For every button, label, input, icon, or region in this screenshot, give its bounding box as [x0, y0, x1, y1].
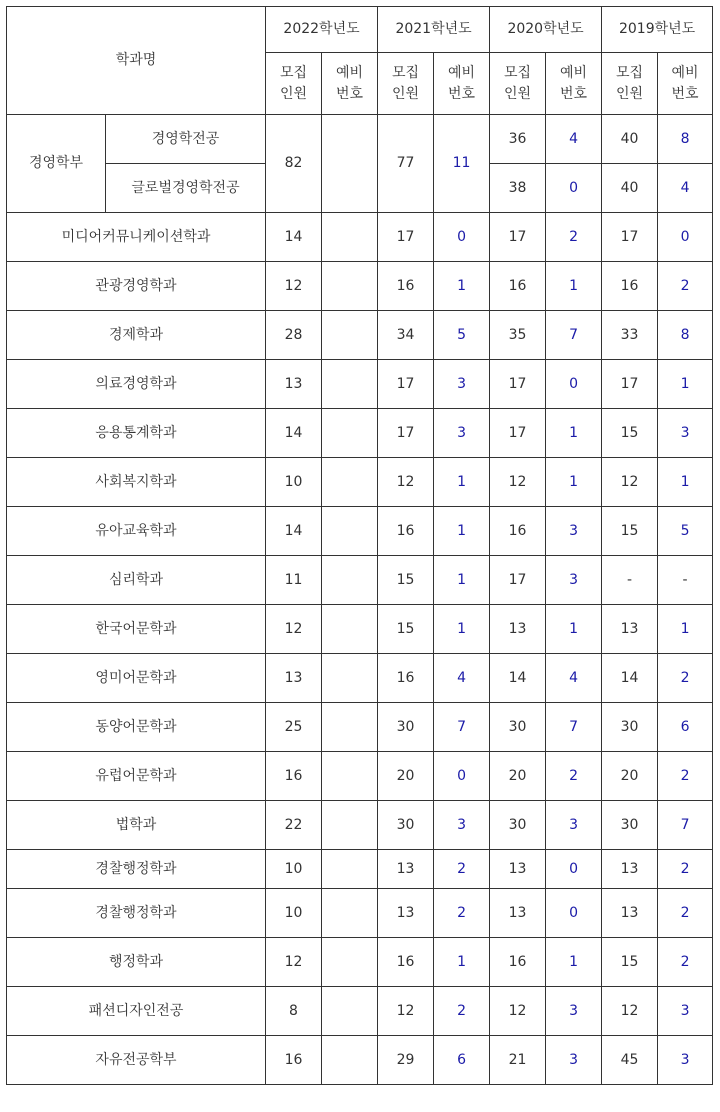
- reserve-2020: 0: [546, 889, 602, 938]
- reserve-2019: 8: [658, 311, 713, 360]
- reserve-2019: 1: [658, 458, 713, 507]
- reserve-2021: 7: [434, 703, 490, 752]
- table-row: [7, 311, 713, 360]
- header-recruit: 모집 인원: [490, 53, 546, 115]
- recruit-2019: 15: [602, 938, 658, 987]
- reserve-2020: 1: [546, 262, 602, 311]
- recruit-2020: 30: [490, 801, 546, 850]
- recruit-2022: 12: [266, 262, 322, 311]
- recruit-2022: 16: [266, 1036, 322, 1085]
- table-row: [7, 556, 713, 605]
- reserve-2021: 2: [434, 889, 490, 938]
- major-name: 글로벌경영학전공: [106, 164, 266, 213]
- reserve-2021: 3: [434, 801, 490, 850]
- table-row: [7, 409, 713, 458]
- reserve-2019: 2: [658, 262, 713, 311]
- header-year: 2019학년도: [602, 7, 713, 53]
- recruit-2022: 14: [266, 213, 322, 262]
- table-row: [7, 360, 713, 409]
- reserve-2021: 2: [434, 850, 490, 889]
- reserve-2019: 2: [658, 850, 713, 889]
- recruit-2020: 38: [490, 164, 546, 213]
- recruit-2021: 12: [378, 458, 434, 507]
- recruit-2022: 25: [266, 703, 322, 752]
- reserve-2020: 1: [546, 409, 602, 458]
- header-row-years: [7, 7, 713, 53]
- dept-name: 사회복지학과: [7, 458, 266, 507]
- recruit-2019: 17: [602, 360, 658, 409]
- reserve-2022: [322, 850, 378, 889]
- reserve-2022: [322, 654, 378, 703]
- reserve-2019: 2: [658, 938, 713, 987]
- recruit-2022: 14: [266, 409, 322, 458]
- reserve-2022: [322, 311, 378, 360]
- reserve-2020: 3: [546, 801, 602, 850]
- dept-name: 유럽어문학과: [7, 752, 266, 801]
- reserve-2020: 1: [546, 605, 602, 654]
- recruit-2021: 17: [378, 360, 434, 409]
- dept-name: 경찰행정학과: [7, 889, 266, 938]
- reserve-2021: 1: [434, 938, 490, 987]
- recruit-2022: 12: [266, 938, 322, 987]
- reserve-2020: 0: [546, 164, 602, 213]
- recruit-2020: 13: [490, 605, 546, 654]
- recruit-2019: 13: [602, 850, 658, 889]
- reserve-2021: 11: [434, 115, 490, 213]
- table-row: [7, 458, 713, 507]
- recruit-2020: 13: [490, 889, 546, 938]
- header-reserve: 예비 번호: [434, 53, 490, 115]
- dept-name: 응용통계학과: [7, 409, 266, 458]
- recruit-2021: 15: [378, 556, 434, 605]
- recruit-2022: 13: [266, 360, 322, 409]
- dept-name: 유아교육학과: [7, 507, 266, 556]
- reserve-2021: 5: [434, 311, 490, 360]
- recruit-2021: 16: [378, 938, 434, 987]
- recruit-2019: 30: [602, 703, 658, 752]
- header-dept: 학과명: [7, 7, 266, 115]
- recruit-2021: 17: [378, 409, 434, 458]
- recruit-2022: 14: [266, 507, 322, 556]
- reserve-2021: 1: [434, 458, 490, 507]
- recruit-2019: 15: [602, 409, 658, 458]
- reserve-2019: 5: [658, 507, 713, 556]
- dept-name: 의료경영학과: [7, 360, 266, 409]
- recruit-2022: 13: [266, 654, 322, 703]
- table-row: [7, 703, 713, 752]
- reserve-2022: [322, 213, 378, 262]
- recruit-2020: 20: [490, 752, 546, 801]
- recruit-2021: 77: [378, 115, 434, 213]
- recruit-2019: 12: [602, 458, 658, 507]
- recruit-2020: 13: [490, 850, 546, 889]
- recruit-2022: 82: [266, 115, 322, 213]
- recruit-2020: 14: [490, 654, 546, 703]
- reserve-2019: 3: [658, 1036, 713, 1085]
- recruit-2020: 17: [490, 213, 546, 262]
- recruit-2022: 22: [266, 801, 322, 850]
- admissions-table: [6, 6, 713, 1085]
- reserve-2021: 4: [434, 654, 490, 703]
- recruit-2020: 16: [490, 938, 546, 987]
- reserve-2021: 1: [434, 556, 490, 605]
- reserve-2021: 3: [434, 409, 490, 458]
- recruit-2021: 30: [378, 703, 434, 752]
- school-name: 경영학부: [7, 115, 106, 213]
- header-reserve: 예비 번호: [658, 53, 713, 115]
- recruit-2019: 16: [602, 262, 658, 311]
- reserve-2022: [322, 409, 378, 458]
- recruit-2020: 17: [490, 360, 546, 409]
- reserve-2022: [322, 987, 378, 1036]
- table-row: [7, 115, 713, 164]
- recruit-2019: 40: [602, 164, 658, 213]
- dept-name: 한국어문학과: [7, 605, 266, 654]
- reserve-2021: 1: [434, 262, 490, 311]
- header-year: 2021학년도: [378, 7, 490, 53]
- recruit-2020: 35: [490, 311, 546, 360]
- reserve-2020: 0: [546, 360, 602, 409]
- reserve-2020: 3: [546, 1036, 602, 1085]
- recruit-2019: 45: [602, 1036, 658, 1085]
- recruit-2022: 10: [266, 889, 322, 938]
- reserve-2022: [322, 605, 378, 654]
- reserve-2020: 3: [546, 507, 602, 556]
- recruit-2022: 10: [266, 850, 322, 889]
- reserve-2022: [322, 360, 378, 409]
- recruit-2019: -: [602, 556, 658, 605]
- recruit-2021: 29: [378, 1036, 434, 1085]
- recruit-2022: 10: [266, 458, 322, 507]
- recruit-2021: 30: [378, 801, 434, 850]
- recruit-2019: 20: [602, 752, 658, 801]
- reserve-2019: 4: [658, 164, 713, 213]
- reserve-2022: [322, 507, 378, 556]
- reserve-2021: 3: [434, 360, 490, 409]
- header-reserve: 예비 번호: [322, 53, 378, 115]
- table-row: [7, 752, 713, 801]
- reserve-2020: 3: [546, 556, 602, 605]
- reserve-2020: 4: [546, 654, 602, 703]
- recruit-2021: 16: [378, 262, 434, 311]
- reserve-2020: 7: [546, 703, 602, 752]
- reserve-2019: 3: [658, 409, 713, 458]
- table-row: [7, 654, 713, 703]
- table-row: [7, 605, 713, 654]
- recruit-2021: 16: [378, 507, 434, 556]
- recruit-2020: 36: [490, 115, 546, 164]
- recruit-2022: 8: [266, 987, 322, 1036]
- recruit-2019: 13: [602, 605, 658, 654]
- recruit-2019: 40: [602, 115, 658, 164]
- reserve-2021: 2: [434, 987, 490, 1036]
- table-row: [7, 987, 713, 1036]
- recruit-2019: 30: [602, 801, 658, 850]
- table-row: [7, 938, 713, 987]
- reserve-2019: 8: [658, 115, 713, 164]
- dept-name: 패션디자인전공: [7, 987, 266, 1036]
- table-row: [7, 801, 713, 850]
- table-row: [7, 889, 713, 938]
- recruit-2021: 13: [378, 889, 434, 938]
- reserve-2022: [322, 752, 378, 801]
- reserve-2019: 6: [658, 703, 713, 752]
- dept-name: 심리학과: [7, 556, 266, 605]
- table-row: [7, 507, 713, 556]
- reserve-2019: 3: [658, 987, 713, 1036]
- reserve-2021: 1: [434, 507, 490, 556]
- recruit-2019: 12: [602, 987, 658, 1036]
- reserve-2022: [322, 556, 378, 605]
- dept-name: 경제학과: [7, 311, 266, 360]
- header-year: 2020학년도: [490, 7, 602, 53]
- dept-name: 자유전공학부: [7, 1036, 266, 1085]
- recruit-2020: 30: [490, 703, 546, 752]
- reserve-2022: [322, 1036, 378, 1085]
- reserve-2019: 1: [658, 360, 713, 409]
- header-reserve: 예비 번호: [546, 53, 602, 115]
- reserve-2019: 2: [658, 654, 713, 703]
- recruit-2022: 12: [266, 605, 322, 654]
- recruit-2022: 16: [266, 752, 322, 801]
- recruit-2020: 16: [490, 262, 546, 311]
- reserve-2020: 7: [546, 311, 602, 360]
- reserve-2022: [322, 801, 378, 850]
- recruit-2020: 21: [490, 1036, 546, 1085]
- reserve-2019: 7: [658, 801, 713, 850]
- reserve-2019: 2: [658, 752, 713, 801]
- reserve-2020: 2: [546, 752, 602, 801]
- reserve-2020: 1: [546, 938, 602, 987]
- reserve-2019: 1: [658, 605, 713, 654]
- reserve-2022: [322, 938, 378, 987]
- reserve-2019: -: [658, 556, 713, 605]
- reserve-2020: 2: [546, 213, 602, 262]
- recruit-2021: 34: [378, 311, 434, 360]
- recruit-2020: 17: [490, 409, 546, 458]
- recruit-2021: 12: [378, 987, 434, 1036]
- recruit-2019: 14: [602, 654, 658, 703]
- table-row: [7, 213, 713, 262]
- dept-name: 미디어커뮤니케이션학과: [7, 213, 266, 262]
- reserve-2021: 6: [434, 1036, 490, 1085]
- recruit-2021: 15: [378, 605, 434, 654]
- reserve-2022: [322, 115, 378, 213]
- dept-name: 영미어문학과: [7, 654, 266, 703]
- header-year: 2022학년도: [266, 7, 378, 53]
- major-name: 경영학전공: [106, 115, 266, 164]
- dept-name: 법학과: [7, 801, 266, 850]
- recruit-2021: 20: [378, 752, 434, 801]
- recruit-2019: 13: [602, 889, 658, 938]
- reserve-2021: 0: [434, 213, 490, 262]
- table-row: [7, 262, 713, 311]
- recruit-2020: 16: [490, 507, 546, 556]
- recruit-2021: 16: [378, 654, 434, 703]
- dept-name: 경찰행정학과: [7, 850, 266, 889]
- reserve-2020: 3: [546, 987, 602, 1036]
- table-row: [7, 850, 713, 889]
- recruit-2020: 12: [490, 458, 546, 507]
- table-row: [7, 1036, 713, 1085]
- reserve-2019: 2: [658, 889, 713, 938]
- recruit-2019: 15: [602, 507, 658, 556]
- reserve-2020: 1: [546, 458, 602, 507]
- reserve-2022: [322, 889, 378, 938]
- header-recruit: 모집 인원: [266, 53, 322, 115]
- reserve-2021: 0: [434, 752, 490, 801]
- reserve-2019: 0: [658, 213, 713, 262]
- recruit-2020: 12: [490, 987, 546, 1036]
- reserve-2022: [322, 262, 378, 311]
- dept-name: 동양어문학과: [7, 703, 266, 752]
- reserve-2022: [322, 703, 378, 752]
- reserve-2022: [322, 458, 378, 507]
- reserve-2020: 4: [546, 115, 602, 164]
- dept-name: 관광경영학과: [7, 262, 266, 311]
- reserve-2020: 0: [546, 850, 602, 889]
- recruit-2020: 17: [490, 556, 546, 605]
- recruit-2021: 17: [378, 213, 434, 262]
- reserve-2021: 1: [434, 605, 490, 654]
- header-recruit: 모집 인원: [602, 53, 658, 115]
- dept-name: 행정학과: [7, 938, 266, 987]
- recruit-2019: 17: [602, 213, 658, 262]
- recruit-2022: 28: [266, 311, 322, 360]
- recruit-2019: 33: [602, 311, 658, 360]
- recruit-2022: 11: [266, 556, 322, 605]
- recruit-2021: 13: [378, 850, 434, 889]
- header-recruit: 모집 인원: [378, 53, 434, 115]
